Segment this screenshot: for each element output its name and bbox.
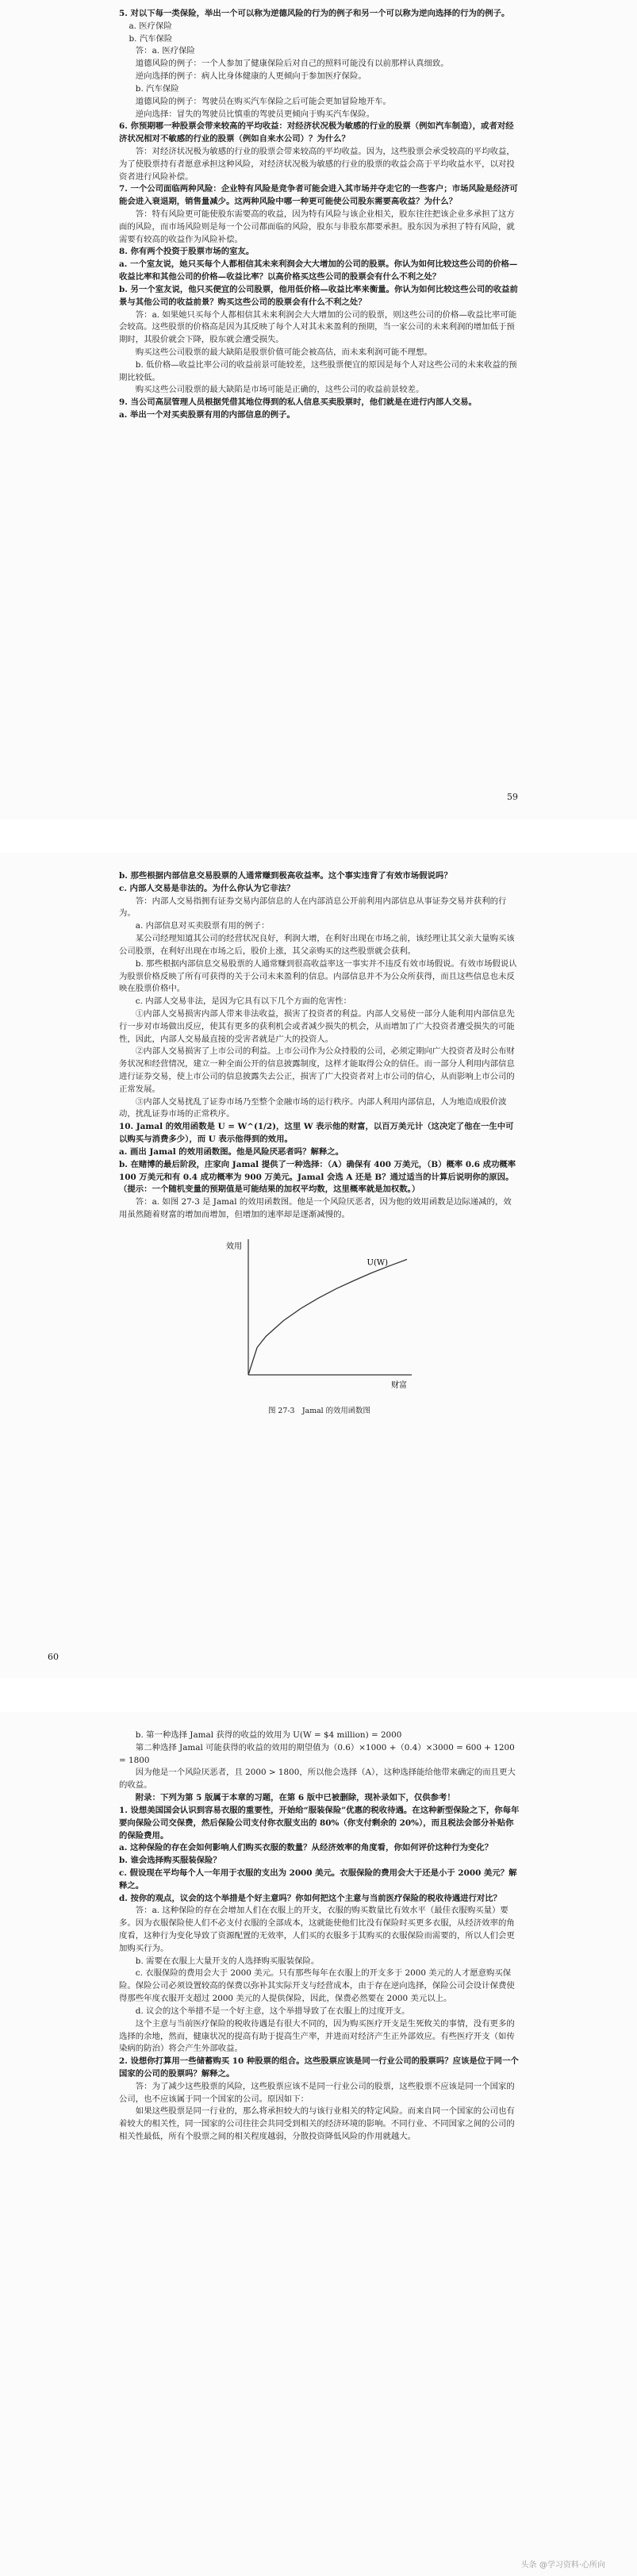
- paragraph: ③内部人交易扰乱了证券市场乃至整个金融市场的运行秩序。内部人利用内部信息，人为地造成股价波动，扰乱证券市场的正常秩序。: [119, 1096, 507, 1119]
- page-number: 60: [48, 1652, 59, 1662]
- paragraph: 2. 设想你打算用一些储蓄购买 10 种股票的组合。这些股票应该是同一行业公司的股票吗？应该是位于同一个国家的公司的股票吗？解释之。: [119, 2056, 519, 2079]
- page-gap: [0, 820, 637, 853]
- watermark: 头条 @学习资料·心所向: [520, 2561, 605, 2570]
- paragraph: 购买这些公司股票的最大缺陷是市场可能是正确的，这些公司的收益前景较差。: [135, 385, 424, 395]
- paragraph: 逆向选择的例子：病人比身体健康的人更倾向于参加医疗保险。: [135, 71, 366, 82]
- paragraph: d. 议会的这个举措不是一个好主意，这个举措导致了在衣服上的过度开支。: [135, 2006, 410, 2016]
- paragraph: 答：a. 如果她只买每个人都相信其未来利润会大大增加的公司的股票，则这些公司的价格—收益比率可能会较高。这些股票的价格高是因为其反映了每个人对其未来盈利的预期，当一家公司的未来利润的增加低于预期时，其股价就会下降，股东就会遭受损失。: [119, 309, 517, 345]
- paragraph: 答：对经济状况极为敏感的行业的股票会带来较高的平均收益。因为，这些股票会承受较高的平均收益，为了使股票持有者愿意承担这种风险，对经济状况极为敏感的行业的股票的收益会高于平均收益水平，以对投资者进行风险补偿。: [119, 146, 515, 182]
- paragraph: b. 那些根据内部信息交易股票的人通常赚到很高收益率这一事实并不违反有效市场假说。有效市场假说认为股票价格反映了所有可获得的关于公司未来盈利的信息。内部信息并不为公众所获得，而且这些信息也未反映在股票价格中。: [119, 958, 517, 994]
- paragraph: b. 另一个室友说，他只买便宜的公司股票，他用低价格—收益比率来衡量。你认为如何比较这些公司的收益前景与其他公司的收益前景？购买这些公司的股票会有什么不利之处？: [119, 284, 518, 307]
- paragraph: 答：为了减少这些股票的风险，这些股票应该不是同一行业公司的股票，这些股票不应该是同一个国家的公司，也不应该属于同一个国家的公司。原因如下：: [119, 2081, 515, 2104]
- paragraph: 如果这些股票是同一行业的，那么将承担较大的与该行业相关的特定风险。而来自同一个国家的公司也有着较大的相关性，同一国家的公司往往会共同受到相关的经济环境的影响。不同行业、不同国家之间的公司的相关性最低，所有个股票之间的相关程度越弱，分散投资降低风险的作用就越大。: [119, 2106, 515, 2141]
- paragraph: a. 举出一个对买卖股票有用的内部信息的例子。: [119, 410, 295, 420]
- paragraph: b. 第一种选择 Jamal 获得的收益的效用为 U(W = $4 million) = 2000: [135, 1730, 402, 1740]
- paragraph: c. 衣服保险的费用会大于 2000 美元。只有那些每年在衣服上的开支多于 2000 美元的人才愿意购买保险。保险公司必须设置较高的保费以弥补其实际开支与经营成本，由于存在逆向选择，保险公司会设计保费使得那些年度衣服开支超过 2000 美元的人提供保险，因此，保费必然要在 2000 美元以上。: [119, 1968, 515, 2004]
- paragraph: 答：a. 医疗保险: [135, 46, 195, 56]
- figure-caption: 图 27-3 Jamal 的效用函数图: [268, 1406, 370, 1415]
- paragraph: 5. 对以下每一类保险，举出一个可以称为逆德风险的行为的例子和另一个可以称为逆向选择的行为的例子。: [119, 9, 510, 18]
- paragraph: 第二种选择 Jamal 可能获得的收益的效用的期望值为（0.6）×1000 +（0.4）×3000 = 600 + 1200 = 1800: [119, 1742, 515, 1765]
- paragraph: ②内部人交易损害了上市公司的利益。上市公司作为公众持股的公司，必须定期向广大投资者及时公布财务状况和经营情况，建立一种全面公开的信息披露制度，这样才能取得公众的信任。而一部分人利用内部信息进行证券交易，使上市公司的信息披露失去公正，损害了广大投资者对上市公司的信心，从而影响上市公司的正常发展。: [119, 1046, 515, 1094]
- page-1: [0, 0, 637, 820]
- paragraph: b. 那些根据内部信息交易股票的人通常赚到极高收益率。这个事实违背了有效市场假说吗？: [119, 871, 452, 881]
- paragraph: 答：a. 这种保险的存在会增加人们在衣服上的开支，衣服的购买数量比有效水平（最佳衣服购买量）要多。因为衣服保险使人们不必支付衣服的全部成本，这就能使他们比没有保险时买更多衣服，从经济效率的角度看，这种行为变化导致了资源配置的无效率，人们买的衣服多于其购买的衣服保险而需要的，所以人们会更加购买行为。: [119, 1906, 515, 1953]
- page-1-text: [119, 8, 520, 422]
- paragraph: 购买这些公司股票的最大缺陷是股票价值可能会被高估，而未来利润可能不理想。: [135, 347, 432, 357]
- paragraph: 答：特有风险更可能使股东需要高的收益，因为特有风险与该企业相关，股东往往把该企业多承担了这方面的风险，而市场风险则是每一个公司都面临的风险，股东与非股东都要承担。股东因为承担了特有风险，就需要有较高的收益作为风险补偿。: [119, 209, 515, 244]
- curve-label: U(W): [366, 1258, 388, 1268]
- paragraph: b. 需要在衣服上大量开支的人选择购买服装保险。: [135, 1956, 320, 1966]
- paragraph: 答：内部人交易指拥有证券交易内部信息的人在内部消息公开前利用内部信息从事证券交易并获利的行为。: [119, 896, 507, 919]
- paragraph: 逆向选择：冒失的驾驶员比慎重的驾驶员更倾向于购买汽车保险。: [135, 109, 375, 119]
- y-axis-label: 效用: [225, 1242, 242, 1251]
- paragraph: ①内部人交易损害内部人带来非法收益，损害了投资者的利益。内部人交易使一部分人能利用内部信息先行一步对市场做出反应，使其有更多的获利机会或者减少损失的机会，从而增加了广大投资者遭受损失的可能性，因此，内部人交易最直接的受害者就是广大的投资人。: [119, 1008, 515, 1044]
- paragraph: d. 按你的观点，议会的这个举措是个好主意吗？你如何把这个主意与当前医疗保险的税收待遇进行对比？: [119, 1893, 502, 1903]
- paragraph: 6. 你预期哪一种股票会带来较高的平均收益：对经济状况极为敏感的行业的股票（例如汽车制造），或者对经济状况相对不敏感的行业的股票（例如自来水公司）？为什么？: [119, 121, 514, 144]
- page-3: [0, 1712, 637, 2576]
- utility-chart: [201, 1230, 439, 1404]
- utility-figure: [119, 1230, 520, 1417]
- paragraph: a. 一个室友说，她只买每个人都相信其未来利润会大大增加的公司的股票。你认为如何比较这些公司的价格—收益比率和其他公司的价格—收益比率？以高价格买这些公司的股票会有什么不利之处？: [119, 259, 518, 282]
- paragraph: 7. 一个公司面临两种风险：企业特有风险是竞争者可能会进入其市场并夺走它的一些客户；市场风险是经济可能会进入衰退期，销售量减少。这两种风险中哪一种更可能使公司股东需要高收益？为什么？: [119, 184, 518, 207]
- page-2: [0, 853, 637, 1678]
- paragraph: c. 假设现在平均每个人一年用于衣服的支出为 2000 美元。衣服保险的费用会大于还是小于 2000 美元？解释之。: [119, 1868, 517, 1891]
- paragraph: b. 汽车保险: [135, 83, 179, 94]
- paragraph: 道德风险的例子：驾驶员在购买汽车保险之后可能会更加冒险地开车。: [135, 96, 391, 106]
- paragraph: a. 画出 Jamal 的效用函数图。他是风险厌恶者吗？解释之。: [119, 1146, 344, 1157]
- paragraph: 某公司经理知道其公司的经营状况良好，利润大增，在利好出现在市场之前，该经理让其父亲大量购买该公司股票，在利好出现在市场之后，股价上涨，其父亲购买的这些股票就会获利。: [119, 934, 515, 956]
- page-number: 59: [507, 792, 518, 802]
- page-gap: [0, 1678, 637, 1712]
- paragraph: 1. 设想美国国会认识到容易衣服的重要性，开始给“服装保险”优惠的税收待遇。在这种新型保险之下，你每年要向保险公司交保费，然后保险公司支付你衣服支出的 80%（你支付剩余的 20%），而且税法会部分补贴你的保险费用。: [119, 1805, 520, 1841]
- paragraph: 答：a. 如图 27-3 是 Jamal 的效用函数图。他是一个风险厌恶者，因为他的效用函数是边际递减的，效用虽然随着财富的增加而增加，但增加的速率却是逐渐减慢的。: [119, 1197, 512, 1219]
- page-2-text: [119, 870, 520, 1420]
- paragraph: 9. 当公司高层管理人员根据凭借其地位得到的私人信息买卖股票时，他们就是在进行内部人交易。: [119, 397, 477, 408]
- paragraph: c. 内部人交易非法，是因为它具有以下几个方面的危害性：: [135, 996, 351, 1007]
- paragraph: a. 医疗保险: [129, 21, 172, 31]
- paragraph: 因为他是一个风险厌恶者，且 2000 > 1800，所以他会选择（A），这种选择能给他带来确定的而且更大的收益。: [119, 1768, 516, 1791]
- page-3-text: [119, 1729, 520, 2144]
- paragraph: b. 汽车保险: [129, 33, 173, 44]
- paragraph: a. 这种保险的存在会如何影响人们购买衣服的数量？从经济效率的角度看，你如何评价这种行为变化？: [119, 1843, 493, 1853]
- paragraph: 道德风险的例子：一个人参加了健康保险后对自己的照料可能没有以前那样认真细致。: [135, 59, 449, 69]
- paragraph: b. 谁会选择购买服装保险？: [119, 1856, 221, 1866]
- paragraph: a. 内部信息对买卖股票有用的例子：: [135, 921, 270, 931]
- paragraph: b. 低价格—收益比率公司的收益前景可能较差，这些股票便宜的原因是每个人对这些公司的未来收益的预期比较低。: [119, 359, 517, 382]
- paragraph: 这个主意与当前医疗保险的税收待遇是有很大不同的，因为购买医疗开支是生死攸关的事情，没有更多的选择的余地，然而，健康状况的提高有助于提高生产率，并进而对经济产生正外部效应。有些医疗开支（如传染病的防治）将会产生外部收益。: [119, 2018, 515, 2054]
- utility-curve: [248, 1259, 407, 1375]
- paragraph: 10. Jamal 的效用函数是 U = W^(1/2)，这里 W 表示他的财富，以百万美元计（这决定了他在一生中可以购买与消费多少），而 U 表示他得到的效用。: [119, 1122, 514, 1145]
- paragraph: c. 内部人交易是非法的。为什么你认为它非法？: [119, 883, 295, 893]
- x-axis-label: 财富: [390, 1380, 407, 1390]
- paragraph: 附录：下列为第 5 版属于本章的习题，在第 6 版中已被删除，现补录如下，仅供参考！: [135, 1793, 455, 1803]
- paragraph: b. 在赌博的最后阶段，庄家向 Jamal 提供了一种选择：（A）确保有 400 万美元，（B）概率 0.6 成功概率 100 万美元和有 0.4 成功概率为 900 万美元。Jamal 会选 A 还是 B？通过适当的计算后说明你的原因。（提示：一个随机变量的预期值是可能结果的加权平均数，这里概率就是加权数。）: [119, 1159, 516, 1195]
- paragraph: 8. 你有两个投资于股票市场的室友。: [119, 247, 255, 257]
